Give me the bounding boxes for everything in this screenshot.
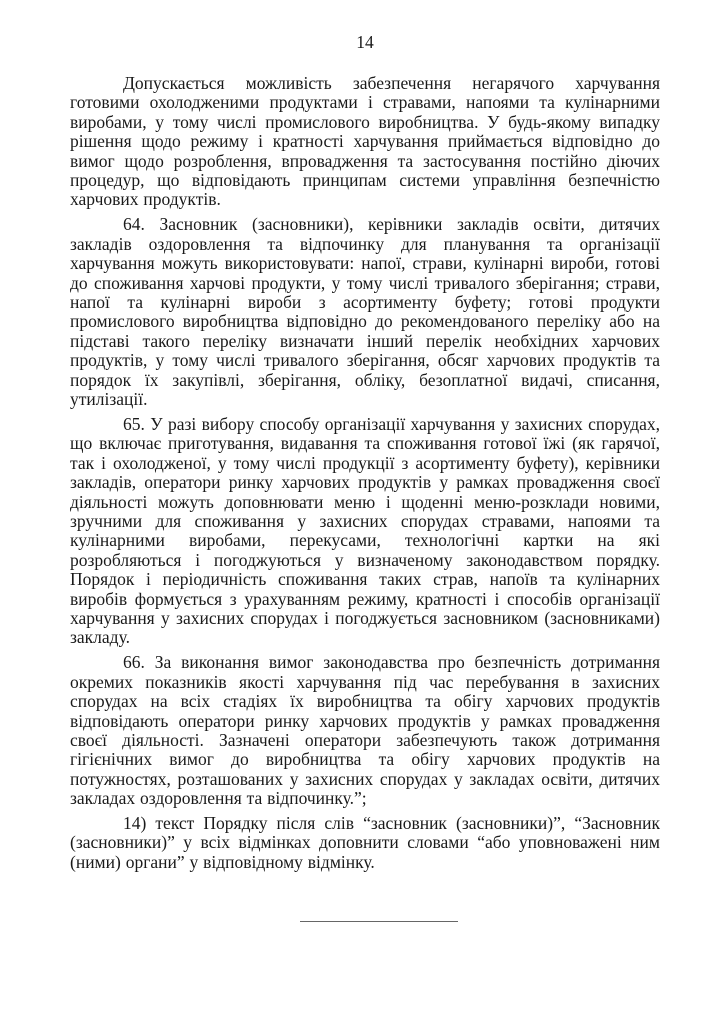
paragraph-item-14: 14) текст Порядку після слів “засновник (засновники)”, “Засновник (засновники)” у всіх відмінках доповнити словами “або уповноважені ним (ними) органи” у відповідному відмінку.	[70, 813, 660, 872]
paragraph-66: 66. За виконання вимог законодавства про безпечність дотримання окремих показників якості харчування під час перебування в захисних спорудах на всіх стадіях їх виробництва та обігу харчових продуктів відповідають оператори ринку харчових продуктів у рамках провадження своєї діяльності. Зазначені оператори забезпечують також дотримання гігієнічних вимог до виробництва та обігу харчових продуктів на потужностях, розташованих у захисних спорудах у закладах освіти, дитячих закладах оздоровлення та відпочинку.”;	[70, 652, 660, 809]
paragraph-64: 64. Засновник (засновники), керівники закладів освіти, дитячих закладів оздоровлення та відпочинку для планування та організації харчування можуть використовувати: напої, страви, кулінарні вироби, готові до споживання харчові продукти, у тому числі тривалого зберігання; страви, напої та кулінарні вироби з асортименту буфету; готові продукти промислового виробництва відповідно до рекомендованого переліку або на підставі такого переліку визначати інший перелік необхідних харчових продуктів, у тому числі тривалого зберігання, обсяг харчових продуктів та порядок їх закупівлі, зберігання, обліку, безоплатної видачі, списання, утилізації.	[70, 214, 660, 409]
page-number: 14	[356, 32, 374, 52]
end-separator-line	[300, 921, 458, 922]
paragraph-intro: Допускається можливість забезпечення негарячого харчування готовими охолодженими продуктами і стравами, напоями та кулінарними виробами, у тому числі промислового виробництва. У будь-якому випадку рішення щодо режиму і кратності харчування приймається відповідно до вимог щодо розроблення, впровадження та застосування постійно діючих процедур, що відповідають принципам системи управління безпечністю харчових продуктів.	[70, 73, 660, 210]
document-body	[70, 74, 660, 872]
paragraph-65: 65. У разі вибору способу організації харчування у захисних спорудах, що включає приготування, видавання та споживання готової їжі (як гарячої, так і охолодженої, у тому числі продукції з асортименту буфету), керівники закладів, оператори ринку харчових продуктів у рамках провадження своєї діяльності можуть доповнювати меню і щоденні меню-розклади новими, зручними для споживання у захисних спорудах стравами, напоями та кулінарними виробами, перекусами, технологічні картки на які розробляються і погоджуються у визначеному законодавством порядку. Порядок і періодичність споживання таких страв, напоїв та кулінарних виробів формується з урахуванням режиму, кратності і способів організації харчування у захисних спорудах і погоджується засновником (засновниками) закладу.	[70, 413, 660, 648]
